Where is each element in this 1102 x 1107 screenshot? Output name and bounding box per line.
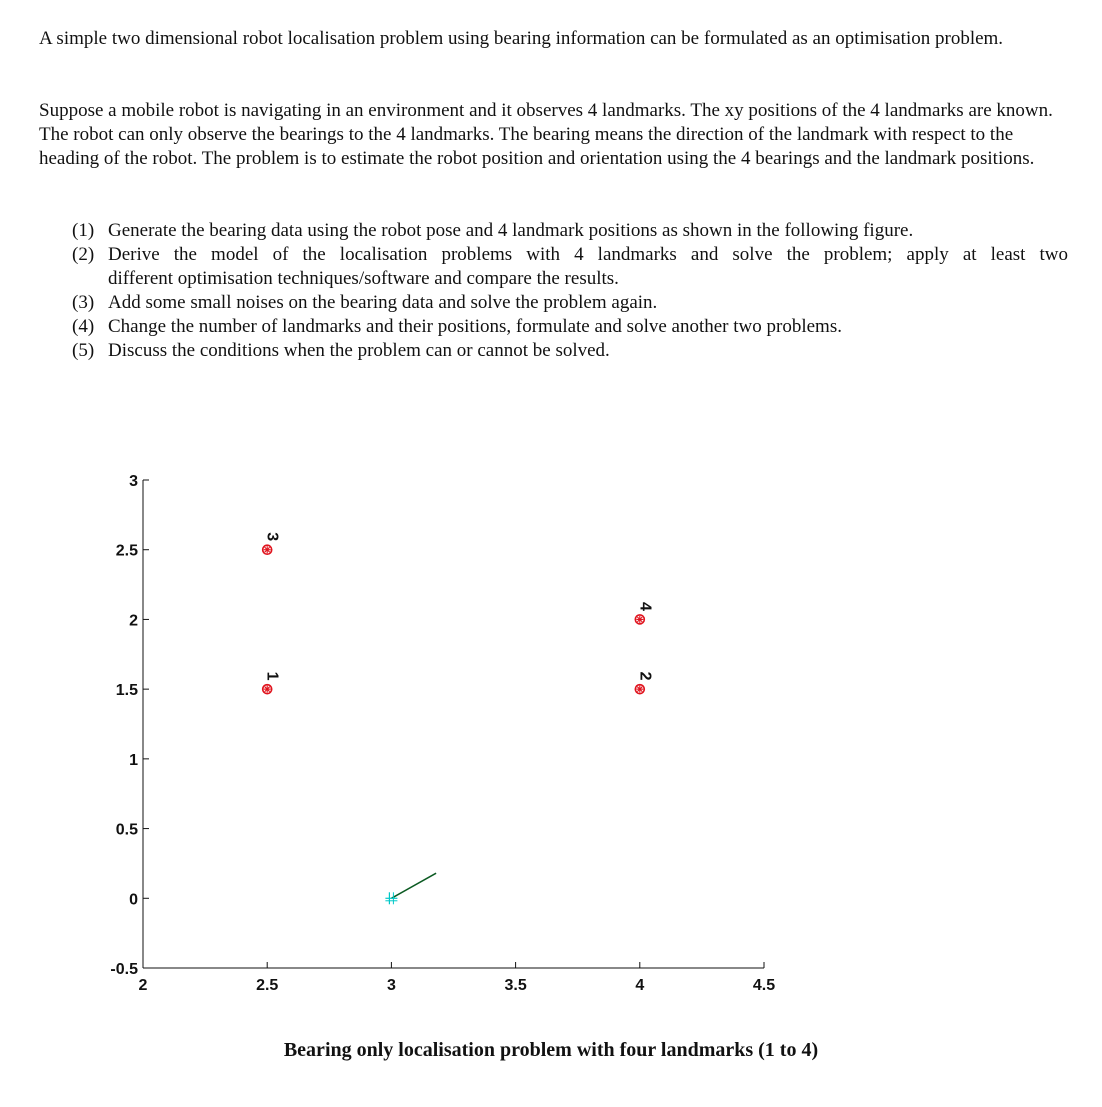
figure-caption: Bearing only localisation problem with four landmarks (1 to 4): [283, 1039, 819, 1061]
task-number: (2): [72, 244, 95, 265]
x-tick-label: 3: [386, 977, 396, 994]
task-number: (3): [72, 292, 95, 313]
task-text: Derive the model of the localisation problems with 4 landmarks and solve the problem; apply at least two: [108, 244, 1068, 265]
landmark-label: 2: [636, 671, 654, 681]
list-item: [72, 243, 1068, 267]
task-number: (4): [72, 316, 95, 337]
y-tick-label: 1: [129, 751, 138, 769]
robot-heading-line: [391, 873, 436, 898]
y-tick-label: 3: [129, 473, 138, 490]
scenario-paragraph: Suppose a mobile robot is navigating in an environment and it observes 4 landmarks. The xy positions of the 4 landmarks are known. The robot can only observe the bearings to the 4 landmarks. The bearing means the direction of the landmark with respect to the heading of the robot. The problem is to estimate the robot position and orientation using the 4 bearings and the landmark positions.: [39, 100, 1053, 169]
landmark-label: 3: [263, 532, 281, 542]
list-item: [72, 315, 1068, 339]
y-tick-label: 0: [129, 891, 138, 909]
x-tick-label: 4: [635, 977, 645, 994]
task-number: (1): [72, 220, 95, 241]
task-text: Discuss the conditions when the problem can or cannot be solved.: [108, 340, 610, 361]
y-tick-label: -0.5: [110, 961, 138, 978]
landmark-label: 4: [636, 601, 654, 611]
y-tick-label: 2.5: [115, 542, 138, 560]
task-text: Change the number of landmarks and their positions, formulate and solve another two problems.: [108, 316, 842, 337]
y-tick-label: 2: [129, 612, 138, 630]
task-text: Generate the bearing data using the robot pose and 4 landmark positions as shown in the following figure.: [108, 220, 914, 241]
x-tick-label: 2.5: [256, 977, 279, 994]
y-tick-label: 1.5: [115, 682, 138, 700]
list-item: [72, 291, 1068, 315]
list-item: [72, 339, 1068, 363]
list-item-continuation: [72, 267, 1068, 291]
task-number: (5): [72, 340, 95, 361]
list-item: [72, 219, 1068, 243]
intro-paragraph: A simple two dimensional robot localisation problem using bearing information can be formulated as an optimisation problem.: [39, 28, 1004, 49]
task-text: Add some small noises on the bearing data and solve the problem again.: [108, 292, 658, 313]
x-tick-label: 2: [138, 977, 148, 994]
landmark-label: 1: [263, 671, 281, 681]
y-tick-label: 0.5: [115, 821, 138, 839]
x-tick-label: 3.5: [504, 977, 527, 994]
task-text-continuation: different optimisation techniques/software and compare the results.: [108, 268, 619, 289]
landmark-figure: [0, 440, 1102, 1020]
task-list: [72, 219, 1068, 363]
x-tick-label: 4.5: [752, 977, 776, 994]
